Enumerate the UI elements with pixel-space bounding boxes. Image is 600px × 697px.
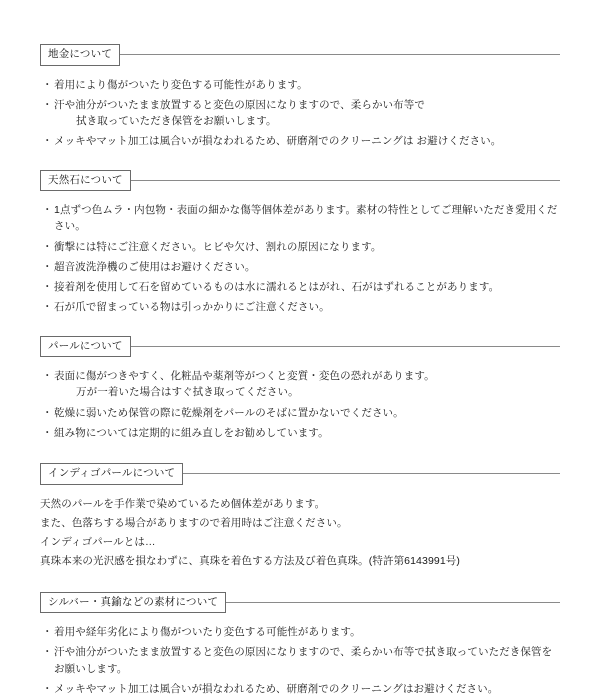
section-title: シルバー・真鍮などの素材について xyxy=(40,592,226,614)
bullet-icon: ・ xyxy=(42,135,53,148)
list-item xyxy=(40,279,560,295)
list-item-text: 乾燥に弱いため保管の際に乾燥剤をパールのそばに置かないでください。 xyxy=(54,406,404,419)
list-item-text: 組み物については定期的に組み直しをお勧めしています。 xyxy=(54,426,329,439)
bullet-icon: ・ xyxy=(42,646,53,659)
list-item-text: メッキやマット加工は風合いが損なわれるため、研磨剤でのクリーニングはお避けください。 xyxy=(54,683,499,696)
list-item-text: 汗や油分がついたまま放置すると変色の原因になりますので、柔らかい布等で拭き取っていただき保管をお願いします。 xyxy=(54,646,553,675)
list-item-continuation: 拭き取っていただき保管をお願いします。 xyxy=(76,115,277,128)
note-list xyxy=(40,202,560,316)
list-item-text: 表面に傷がつきやすく、化粧品や薬剤等がつくと変質・変色の恐れがあります。 xyxy=(54,370,435,383)
note-list xyxy=(40,624,560,697)
list-item xyxy=(40,425,560,441)
section-title: パールについて xyxy=(40,336,131,358)
list-item xyxy=(40,299,560,315)
section-jigane xyxy=(40,44,560,150)
paragraph: 天然のパールを手作業で染めているため個体差があります。 xyxy=(40,497,326,510)
bullet-icon: ・ xyxy=(42,260,53,273)
paragraph: また、色落ちする場合がありますので着用時はご注意ください。 xyxy=(40,516,348,529)
note-list xyxy=(40,77,560,150)
note-list xyxy=(40,368,560,441)
list-item-text: 汗や油分がついたまま放置すると変色の原因になりますので、柔らかい布等で xyxy=(54,98,425,111)
section-pearl xyxy=(40,336,560,442)
list-item-text: 超音波洗浄機のご使用はお避けください。 xyxy=(54,260,256,273)
section-divider-rule xyxy=(120,54,560,55)
list-item xyxy=(40,405,560,421)
list-item-text: 衝撃には特にご注意ください。ヒビや欠け、割れの原因になります。 xyxy=(54,240,382,253)
bullet-icon: ・ xyxy=(42,426,53,439)
list-item-text: 着用により傷がついたり変色する可能性があります。 xyxy=(54,78,308,91)
list-item-text: 石が爪で留まっている物は引っかかりにご注意ください。 xyxy=(54,301,330,314)
bullet-icon: ・ xyxy=(42,98,53,111)
paragraph: インディゴパールとは… xyxy=(40,535,156,548)
section-title: インディゴパールについて xyxy=(40,463,183,485)
section-divider-rule xyxy=(131,346,560,347)
section-divider-rule xyxy=(131,180,560,181)
section-header xyxy=(40,592,560,614)
list-item xyxy=(40,624,560,640)
section-title: 地金について xyxy=(40,44,120,66)
list-item xyxy=(40,259,560,275)
paragraph-block xyxy=(40,496,560,570)
bullet-icon: ・ xyxy=(42,370,53,383)
section-header xyxy=(40,336,560,358)
section-divider-rule xyxy=(183,473,560,474)
list-item xyxy=(40,239,560,255)
paragraph: 真珠本来の光沢感を損なわずに、真珠を着色する方法及び着色真珠。(特許第6143991号) xyxy=(40,554,460,567)
list-item-continuation: 万が一着いた場合はすぐ拭き取ってください。 xyxy=(76,386,299,399)
list-item-text: メッキやマット加工は風合いが損なわれるため、研磨剤でのクリーニングは お避けください。 xyxy=(54,135,502,148)
bullet-icon: ・ xyxy=(42,626,53,639)
list-item-text: 1点ずつ色ムラ・内包物・表面の細かな傷等個体差があります。素材の特性としてご理解いただき愛用ください。 xyxy=(54,204,558,233)
section-silver-brass xyxy=(40,592,560,697)
section-indigo-pearl xyxy=(40,463,560,570)
list-item xyxy=(40,644,560,677)
list-item xyxy=(40,681,560,697)
bullet-icon: ・ xyxy=(42,204,53,217)
section-header xyxy=(40,44,560,66)
list-item xyxy=(40,202,560,235)
bullet-icon: ・ xyxy=(42,406,53,419)
bullet-icon: ・ xyxy=(42,240,53,253)
bullet-icon: ・ xyxy=(42,683,53,696)
bullet-icon: ・ xyxy=(42,301,53,314)
list-item xyxy=(40,97,560,130)
list-item xyxy=(40,368,560,401)
list-item xyxy=(40,77,560,93)
list-item-text: 接着剤を使用して石を留めているものは水に濡れるとはがれ、石がはずれることがあります。 xyxy=(54,281,500,294)
list-item-text: 着用や経年劣化により傷がついたり変色する可能性があります。 xyxy=(54,626,361,639)
section-title: 天然石について xyxy=(40,170,131,192)
bullet-icon: ・ xyxy=(42,281,53,294)
section-divider-rule xyxy=(226,602,560,603)
section-header xyxy=(40,170,560,192)
bullet-icon: ・ xyxy=(42,78,53,91)
section-header xyxy=(40,463,560,485)
list-item xyxy=(40,133,560,149)
section-tennenseki xyxy=(40,170,560,316)
